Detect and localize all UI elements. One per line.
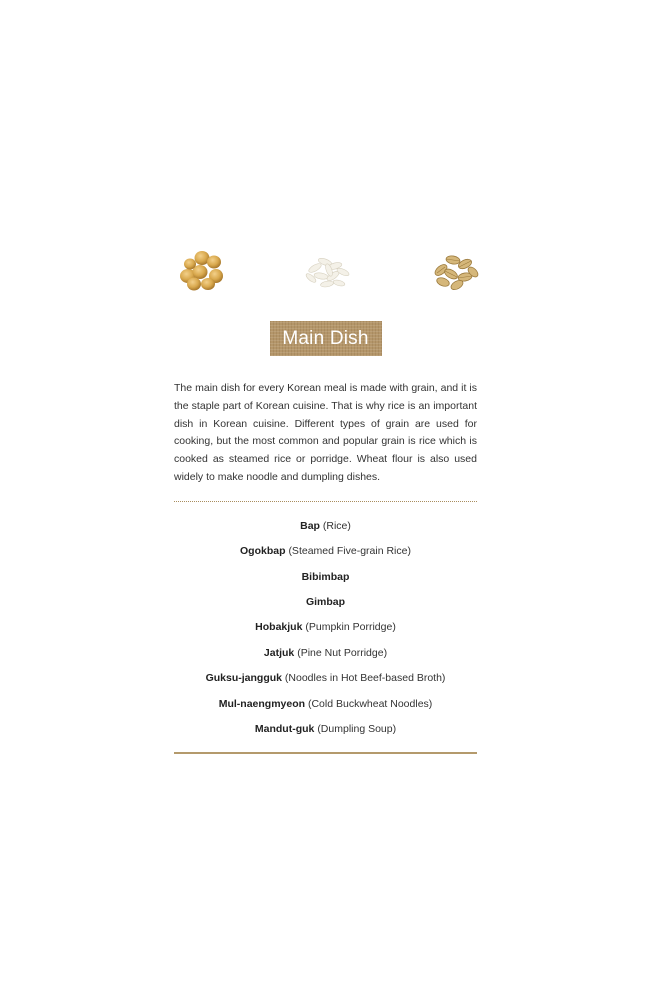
dish-name: Bap <box>300 519 320 532</box>
dish-name: Mandut-guk <box>254 722 315 735</box>
dish-list <box>174 514 477 743</box>
list-item <box>174 514 477 539</box>
list-item <box>174 539 477 564</box>
dotted-divider <box>174 501 477 502</box>
dish-translation: (Noodles in Hot Beef-based Broth) <box>284 672 446 685</box>
list-item <box>174 717 477 742</box>
list-item <box>174 692 477 717</box>
dish-name: Bibimbap <box>301 570 350 583</box>
dish-translation: (Dumpling Soup) <box>317 722 397 735</box>
dish-name: Guksu-jangguk <box>205 672 282 685</box>
white-rice-grains-icon <box>301 248 353 292</box>
bottom-divider <box>174 752 477 754</box>
list-item <box>174 565 477 590</box>
main-dish-section <box>174 248 477 762</box>
dish-name: Ogokbap <box>240 545 286 558</box>
barley-grains-icon <box>429 248 481 292</box>
dish-name: Hobakjuk <box>255 621 303 634</box>
dish-translation: (Pumpkin Porridge) <box>305 621 396 634</box>
dish-translation: (Cold Buckwheat Noodles) <box>307 697 433 710</box>
dish-name: Mul-naengmyeon <box>218 697 306 710</box>
list-item <box>174 666 477 691</box>
dish-translation: (Steamed Five-grain Rice) <box>288 545 411 558</box>
dish-name: Jatjuk <box>263 646 295 659</box>
title-area <box>174 321 477 357</box>
list-item <box>174 615 477 640</box>
intro-paragraph: The main dish for every Korean meal is made with grain, and it is the staple part of Korean cuisine. That is why rice is an important dish in Korean cuisine. Different types of grain are used for cooking, but the most common and popular grain is rice which is cooked as steamed rice or porridge. Wheat flour is also used widely to make noodle and dumpling dishes. <box>174 382 477 483</box>
list-item <box>174 641 477 666</box>
section-title: Main Dish <box>270 321 382 356</box>
soybean-pile-icon <box>176 248 228 292</box>
dish-translation: (Rice) <box>322 519 351 532</box>
dish-name: Gimbap <box>305 595 346 608</box>
list-item <box>174 590 477 615</box>
grain-illustrations <box>174 248 477 296</box>
dish-translation: (Pine Nut Porridge) <box>297 646 388 659</box>
